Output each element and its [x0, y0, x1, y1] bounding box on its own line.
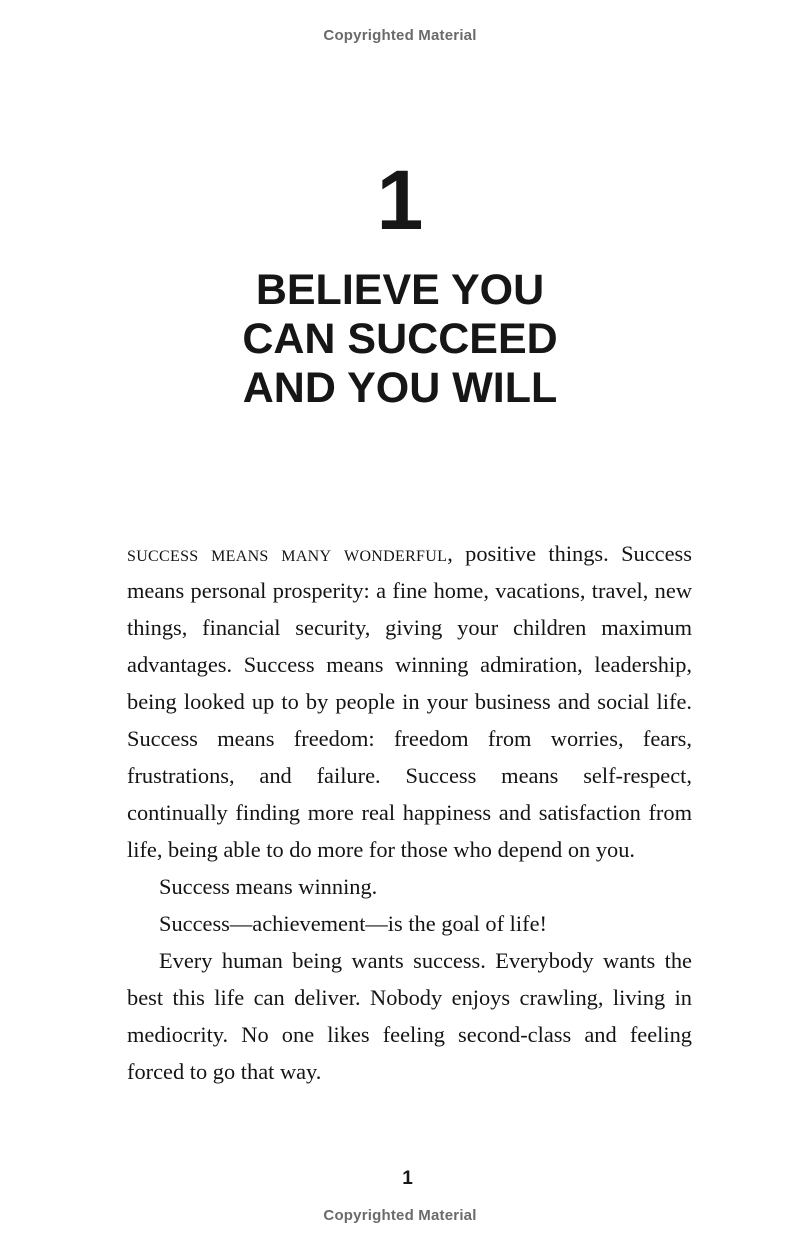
paragraph-2: Success means winning. — [159, 874, 378, 899]
copyright-watermark-top: Copyrighted Material — [323, 27, 477, 44]
chapter-title-line-1: BELIEVE YOU — [255, 266, 545, 314]
paragraph-1 — [127, 535, 692, 868]
copyright-watermark-bottom: Copyrighted Material — [323, 1207, 477, 1224]
lead-in-smallcaps: success means many wonderful — [127, 541, 448, 566]
paragraph-1-text: , positive things. Success means personal prosperity: a fine home, vacations, travel, new things, financial security, giving your children maximum advantages. Success means winning admiration, leadership, being looked up to by people in your business and social life. Success means freedom: freedom from worries, fears, frustrations, and failure. Success means self-respect, continually finding more real happiness and satisfaction from life, being able to do more for those who depend on you. — [127, 541, 692, 862]
chapter-number: 1 — [376, 153, 424, 247]
chapter-title-line-3: AND YOU WILL — [242, 364, 558, 412]
chapter-title-line-2: CAN SUCCEED — [242, 315, 558, 363]
paragraph-3: Success—achievement—is the goal of life! — [159, 911, 547, 936]
chapter-title — [0, 266, 800, 413]
page-number: 1 — [402, 1168, 413, 1189]
paragraph-4: Every human being wants success. Everybody wants the best this life can deliver. Nobody enjoys crawling, living in mediocrity. No one likes feeling second-class and feeling forced to go that way. — [127, 948, 692, 1084]
chapter-body — [127, 535, 692, 1090]
